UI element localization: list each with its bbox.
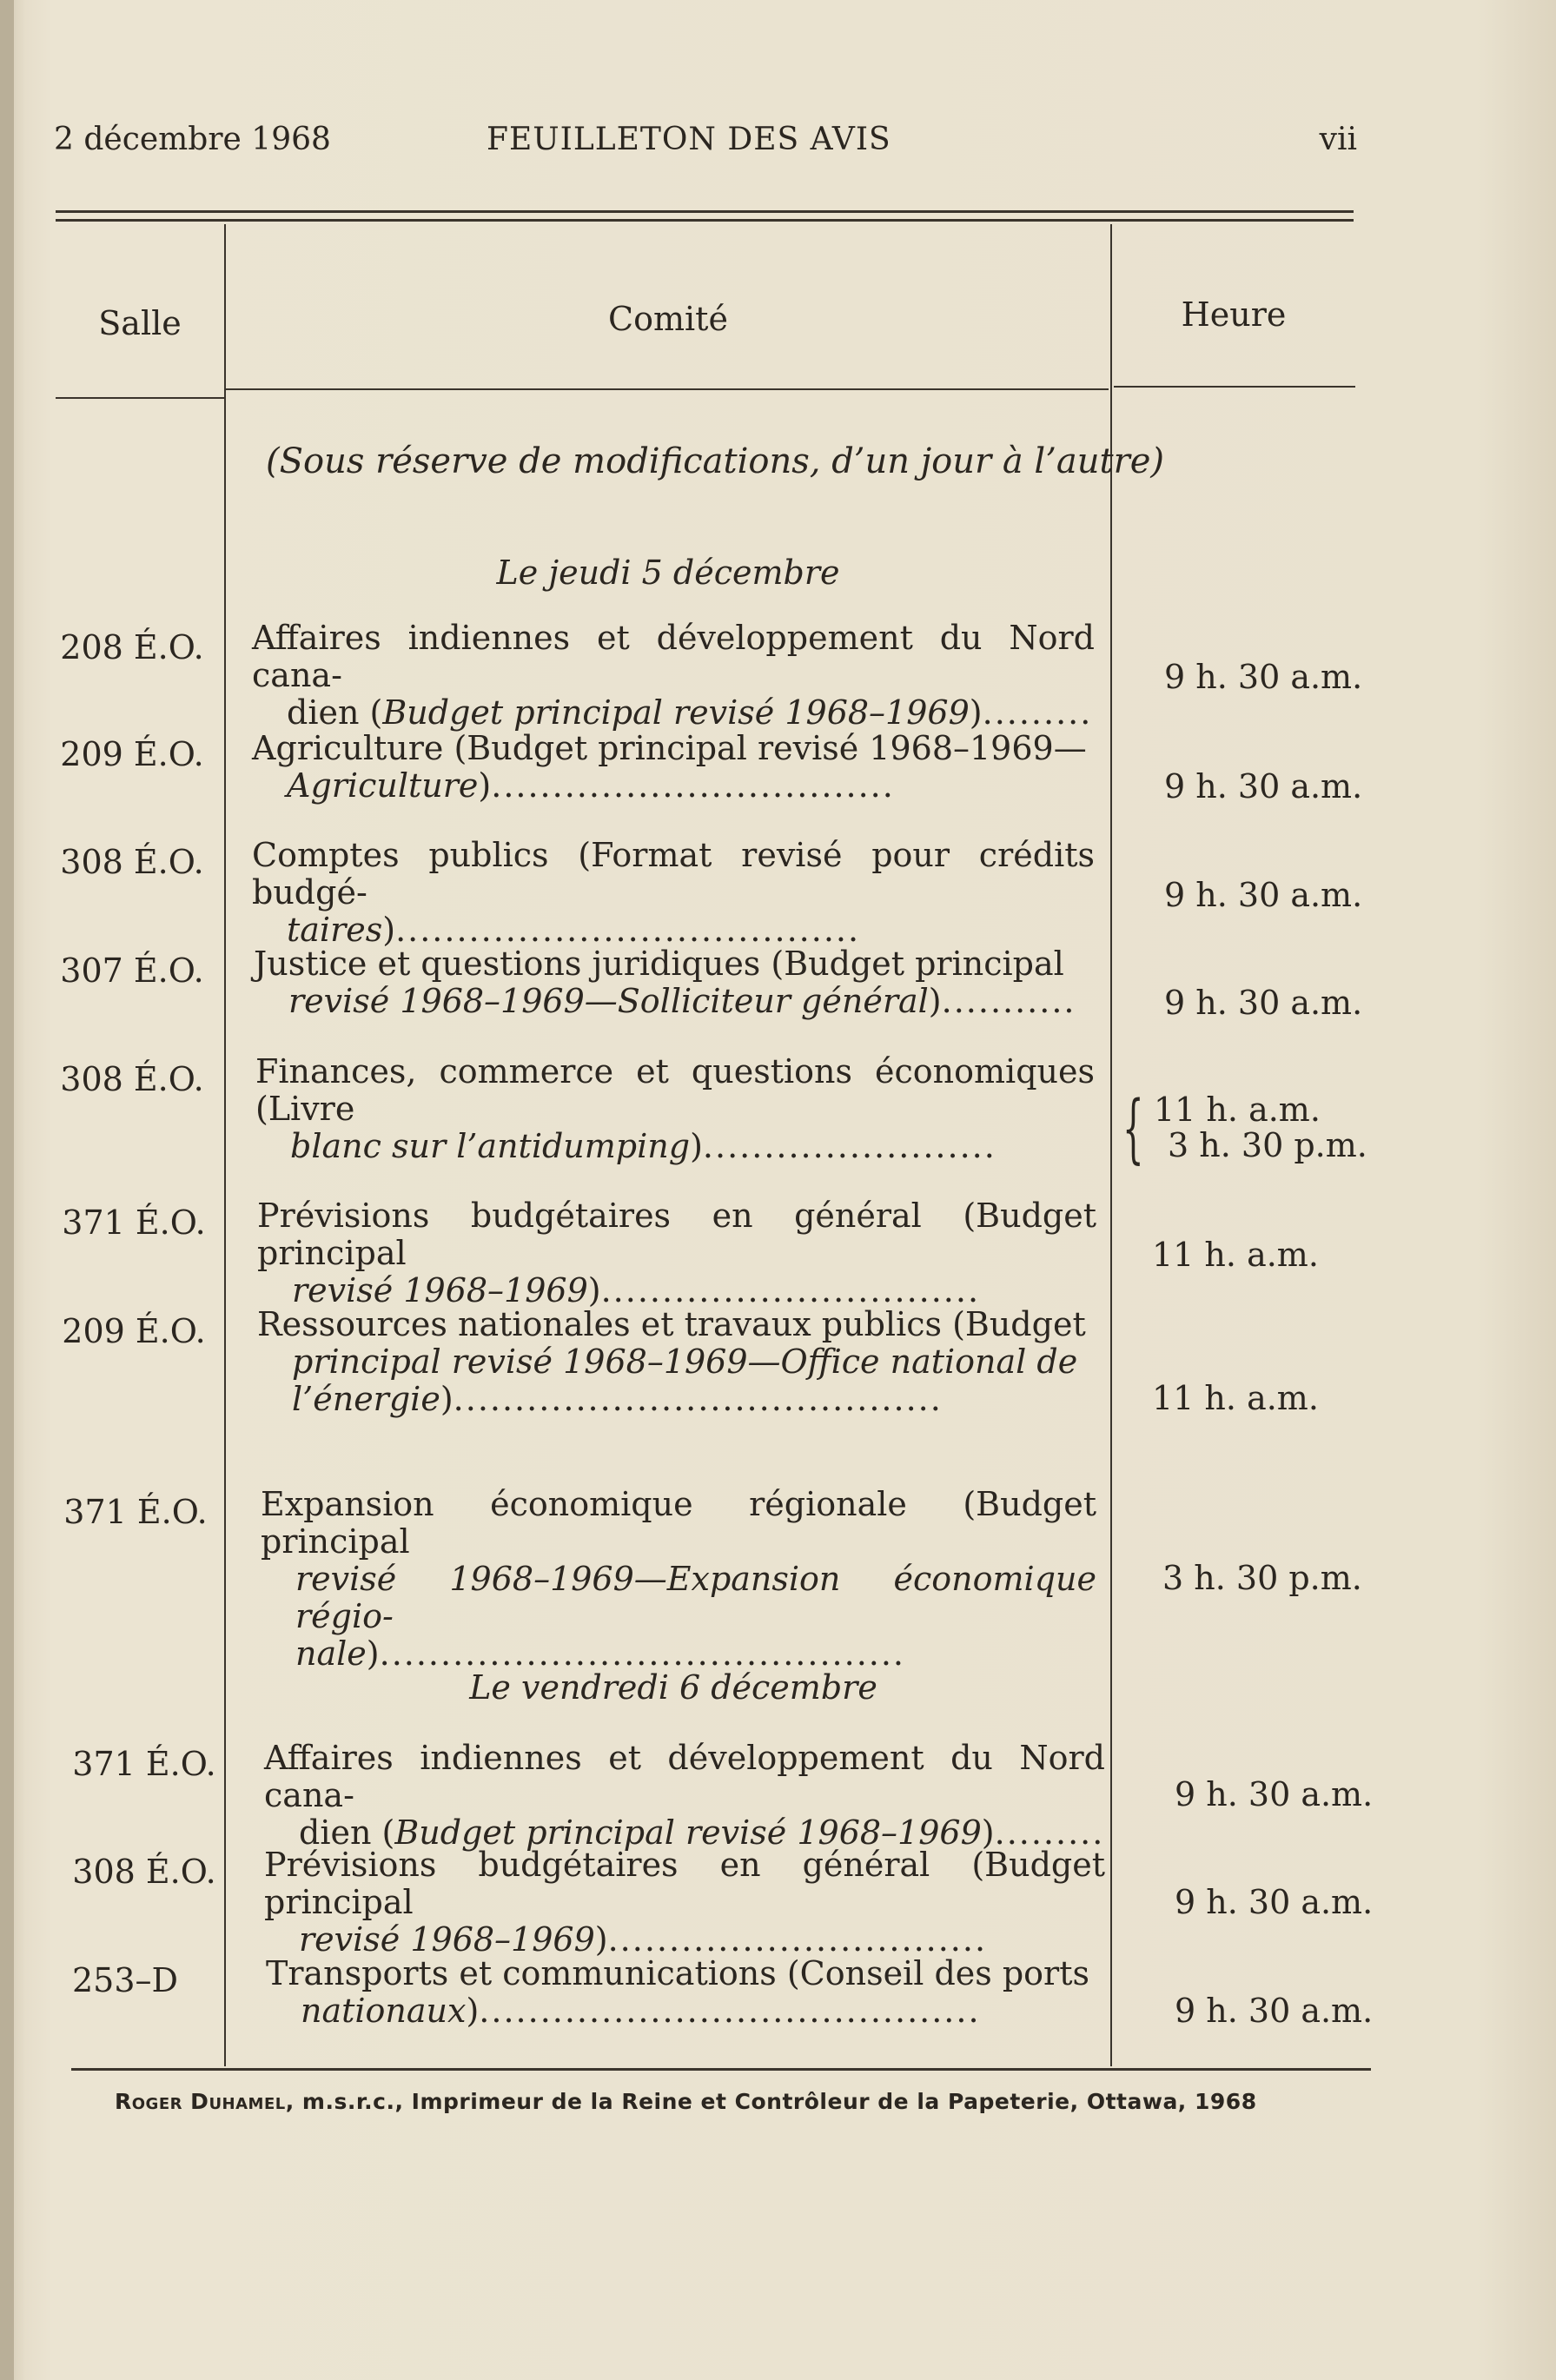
committee-line: Expansion économique régionale (Budget principal [261, 1485, 1096, 1561]
committee-cell [264, 1846, 1105, 1959]
room-cell: 208 É.O. [60, 628, 204, 666]
room-cell: 371 É.O. [62, 1203, 206, 1242]
dot-leader: ...................................... [395, 911, 861, 949]
committee-subject: Budget principal revisé 1968–1969 [382, 693, 970, 732]
committee-text: ) [969, 693, 983, 732]
committee-text: ) [478, 766, 492, 805]
dot-leader: ............................... [607, 1920, 988, 1959]
dot-leader: ........... [941, 982, 1076, 1020]
committee-cell [252, 730, 1095, 805]
bottom-rule [71, 2068, 1371, 2071]
committee-subject: revisé 1968–1969 [292, 1271, 588, 1309]
committee-subject: revisé 1968–1969—Solliciteur général [288, 982, 929, 1020]
room-cell: 371 É.O. [63, 1493, 208, 1531]
committee-line: Prévisions budgétaires en général (Budget principal [264, 1846, 1105, 1921]
committee-line [257, 1343, 1096, 1381]
room-cell: 209 É.O. [62, 1312, 206, 1350]
committee-line: nale)........................................... [295, 1634, 906, 1673]
heading-rule-middle [226, 388, 1109, 390]
time-cell: 9 h. 30 a.m. [1164, 984, 1363, 1022]
committee-line [252, 767, 1095, 805]
committee-cell [266, 1955, 1105, 2030]
committee-line [266, 1992, 1105, 2030]
dot-leader: ........................................ [453, 1380, 943, 1418]
committee-line: Justice et questions juridiques (Budget principal [254, 945, 1064, 983]
committee-line [254, 983, 1095, 1020]
schedule-note: (Sous réserve de modifications, d’un jour à l’autre) [266, 441, 1164, 481]
dot-leader: ........................................... [379, 1634, 906, 1673]
committee-line: Finances, commerce et questions économiques (Livre [255, 1052, 1095, 1128]
dot-leader: ........................ [702, 1127, 997, 1165]
committee-text: ) [466, 1992, 480, 2030]
committee-subject: Agriculture [287, 766, 479, 805]
committee-line: Agriculture (Budget principal revisé 1968–1969— [252, 729, 1087, 767]
committee-subject: blanc sur l’antidumping [290, 1127, 691, 1165]
time-cell: 11 h. a.m. [1152, 1236, 1319, 1274]
header-page-number: vii [1319, 122, 1357, 157]
column-divider-1 [224, 224, 226, 2066]
room-cell: 209 É.O. [60, 735, 204, 773]
time-cell: 9 h. 30 a.m. [1164, 767, 1363, 805]
committee-subject: revisé 1968–1969—Expansion économique régio- [295, 1560, 1096, 1635]
dot-leader: ................................. [491, 766, 895, 805]
heading-rule-left [56, 397, 224, 399]
heading-rule-right [1114, 386, 1355, 388]
top-rule-2 [56, 219, 1354, 222]
committee-cell [254, 945, 1095, 1020]
room-cell: 308 É.O. [60, 1060, 204, 1098]
committee-cell [261, 1486, 1096, 1673]
room-cell: 308 É.O. [72, 1853, 216, 1891]
committee-line [261, 1561, 1096, 1635]
header-title: FEUILLETON DES AVIS [487, 122, 891, 157]
column-heading-heure: Heure [1181, 295, 1287, 334]
committee-line: Transports et communications (Conseil des ports [266, 1954, 1089, 1992]
committee-line: Affaires indiennes et développement du Nord cana- [252, 619, 1095, 694]
header-date: 2 décembre 1968 [54, 122, 331, 157]
time-cell: 9 h. 30 a.m. [1175, 1992, 1374, 2030]
time-cell: 11 h. a.m. [1152, 1379, 1319, 1417]
column-divider-2 [1110, 224, 1112, 2066]
dot-leader: ............................... [600, 1271, 981, 1309]
committee-subject: nationaux [301, 1992, 467, 2030]
time-cell: 3 h. 30 p.m. [1168, 1126, 1367, 1164]
column-heading-comite: Comité [608, 300, 728, 338]
committee-line [257, 1272, 1096, 1309]
time-cell: 3 h. 30 p.m. [1162, 1559, 1362, 1597]
committee-text: ) [690, 1127, 703, 1165]
committee-line: Ressources nationales et travaux publics (Budget [257, 1305, 1086, 1343]
committee-subject: Budget principal revisé 1968–1969 [394, 1813, 982, 1852]
committee-cell [252, 620, 1095, 732]
committee-subject: revisé 1968–1969 [299, 1920, 595, 1959]
room-cell: 307 É.O. [60, 951, 204, 990]
time-cell: 9 h. 30 a.m. [1175, 1883, 1374, 1921]
committee-text: ) [587, 1271, 601, 1309]
committee-text: dien ( [287, 693, 383, 732]
committee-line: l’énergie)........................................ [292, 1380, 943, 1418]
time-cell: 9 h. 30 a.m. [1164, 876, 1363, 914]
time-cell: 9 h. 30 a.m. [1175, 1775, 1374, 1813]
committee-cell [257, 1306, 1096, 1418]
day-heading: Le vendredi 6 décembre [469, 1668, 877, 1707]
printer-name: Roger Duhamel [115, 2089, 286, 2114]
committee-text: ) [981, 1813, 995, 1852]
committee-line [264, 1921, 1105, 1959]
committee-subject: taires [287, 911, 383, 949]
room-cell: 308 É.O. [60, 843, 204, 881]
running-header [54, 122, 1357, 156]
printer-imprint [115, 2089, 1331, 2114]
dot-leader: ......... [982, 693, 1093, 732]
dot-leader: ......... [994, 1813, 1105, 1852]
day-heading: Le jeudi 5 décembre [496, 554, 840, 592]
committee-line: Comptes publics (Format revisé pour crédits budgé- [252, 836, 1095, 912]
committee-cell [264, 1740, 1105, 1852]
top-rule-1 [56, 210, 1354, 213]
committee-text: ) [382, 911, 396, 949]
committee-subject: principal revisé 1968–1969—Office national de [292, 1342, 1078, 1381]
committee-cell [255, 1053, 1095, 1165]
committee-cell [257, 1197, 1096, 1309]
committee-text: ) [594, 1920, 608, 1959]
room-cell: 253–D [72, 1961, 178, 1999]
dot-leader: ......................................... [479, 1992, 981, 2030]
committee-line: Affaires indiennes et développement du Nord cana- [264, 1739, 1105, 1814]
committee-cell [252, 837, 1095, 949]
page-spine [0, 0, 14, 2380]
committee-subject: nale [295, 1634, 367, 1673]
committee-line [252, 912, 1095, 949]
committee-line: Prévisions budgétaires en général (Budget principal [257, 1197, 1096, 1272]
committee-text: ) [928, 982, 942, 1020]
room-cell: 371 É.O. [72, 1745, 216, 1783]
column-heading-salle: Salle [98, 304, 182, 342]
time-brace: { [1122, 1085, 1144, 1172]
printer-details: , m.s.r.c., Imprimeur de la Reine et Contrôleur de la Papeterie, Ottawa, 1968 [285, 2089, 1257, 2114]
committee-subject: l’énergie [292, 1380, 440, 1418]
committee-line [252, 694, 1095, 732]
committee-text: dien ( [299, 1813, 395, 1852]
time-cell: 9 h. 30 a.m. [1164, 658, 1363, 696]
time-cell: 11 h. a.m. [1154, 1091, 1321, 1129]
committee-line [255, 1128, 1095, 1165]
